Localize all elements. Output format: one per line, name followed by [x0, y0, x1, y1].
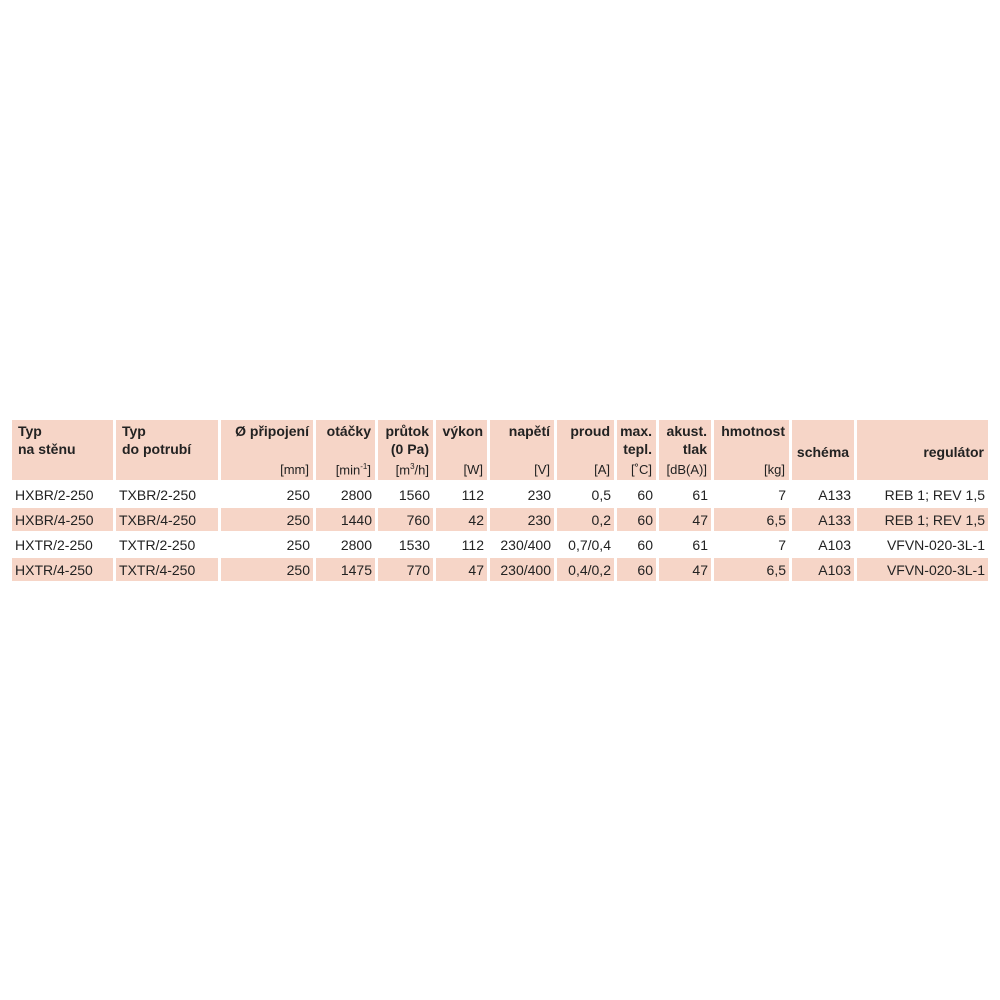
- cell-speed: 1475: [316, 558, 375, 581]
- header-voltage-label: napětí: [508, 423, 550, 439]
- header-maxtemp-unit: [˚C]: [631, 462, 652, 477]
- header-voltage-unit: [V]: [534, 462, 550, 477]
- header-power-unit: [W]: [463, 462, 483, 477]
- header-current: [557, 420, 614, 480]
- maxtemp-line2: tepl.: [623, 441, 652, 457]
- maxtemp-line1: max.: [620, 423, 652, 439]
- cell-flow: 760: [378, 508, 433, 531]
- header-connection-label: Ø připojení: [235, 423, 309, 439]
- cell-power: 47: [436, 558, 487, 581]
- table-row: [12, 558, 988, 581]
- header-speed-unit: [336, 462, 371, 477]
- cell-weight: 7: [714, 483, 789, 506]
- cell-acoustic: 61: [659, 483, 711, 506]
- header-connection-unit: [mm]: [280, 462, 309, 477]
- header-acoustic: [659, 420, 711, 480]
- cell-regulator: VFVN-020-3L-1: [857, 558, 988, 581]
- header-weight: [714, 420, 789, 480]
- cell-maxtemp: 60: [617, 533, 656, 556]
- flow-line1: průtok: [385, 423, 429, 439]
- header-speed: [316, 420, 375, 480]
- header-power: [436, 420, 487, 480]
- cell-connection: 250: [221, 508, 313, 531]
- header-maxtemp: [617, 420, 656, 480]
- table-row: [12, 508, 988, 531]
- cell-connection: 250: [221, 533, 313, 556]
- header-weight-unit: [kg]: [764, 462, 785, 477]
- header-regulator-label: regulátor: [923, 444, 984, 460]
- cell-scheme: A133: [792, 483, 854, 506]
- table-row: [12, 483, 988, 506]
- cell-voltage: 230: [490, 508, 554, 531]
- cell-power: 42: [436, 508, 487, 531]
- header-current-label: proud: [570, 423, 610, 439]
- cell-maxtemp: 60: [617, 508, 656, 531]
- cell-connection: 250: [221, 483, 313, 506]
- cell-power: 112: [436, 533, 487, 556]
- cell-flow: 1560: [378, 483, 433, 506]
- cell-flow: 770: [378, 558, 433, 581]
- header-weight-label: hmotnost: [721, 423, 785, 439]
- cell-acoustic: 61: [659, 533, 711, 556]
- cell-typ-wall: HXTR/2-250: [12, 533, 113, 556]
- cell-regulator: VFVN-020-3L-1: [857, 533, 988, 556]
- header-typ-wall: [12, 420, 113, 480]
- acoustic-line2: tlak: [682, 441, 707, 457]
- cell-weight: 6,5: [714, 558, 789, 581]
- header-scheme-label: schéma: [796, 444, 850, 460]
- cell-current: 0,7/0,4: [557, 533, 614, 556]
- header-typ-duct-line2: do potrubí: [122, 441, 192, 457]
- cell-speed: 2800: [316, 533, 375, 556]
- header-speed-label: otáčky: [326, 423, 371, 439]
- acoustic-line1: akust.: [666, 423, 707, 439]
- cell-weight: 6,5: [714, 508, 789, 531]
- speed-unit-sup: -1: [360, 461, 368, 471]
- header-typ-duct-line1: Typ: [122, 423, 146, 439]
- header-connection: [221, 420, 313, 480]
- cell-voltage: 230/400: [490, 533, 554, 556]
- cell-maxtemp: 60: [617, 483, 656, 506]
- header-typ-wall-line2: na stěnu: [18, 441, 76, 457]
- header-current-unit: [A]: [594, 462, 610, 477]
- cell-typ-duct: TXBR/4-250: [116, 508, 218, 531]
- flow-unit-sup: 3: [410, 461, 415, 471]
- cell-maxtemp: 60: [617, 558, 656, 581]
- cell-scheme: A103: [792, 533, 854, 556]
- header-power-label: výkon: [442, 423, 483, 439]
- cell-power: 112: [436, 483, 487, 506]
- cell-flow: 1530: [378, 533, 433, 556]
- table-header-row: [12, 420, 988, 480]
- cell-typ-duct: TXTR/2-250: [116, 533, 218, 556]
- cell-regulator: REB 1; REV 1,5: [857, 508, 988, 531]
- cell-speed: 2800: [316, 483, 375, 506]
- flow-unit-base: [m: [395, 462, 411, 477]
- cell-typ-wall: HXBR/2-250: [12, 483, 113, 506]
- header-maxtemp-label: [620, 422, 652, 458]
- header-flow-unit: [396, 462, 429, 477]
- cell-connection: 250: [221, 558, 313, 581]
- cell-scheme: A133: [792, 508, 854, 531]
- cell-weight: 7: [714, 533, 789, 556]
- cell-voltage: 230/400: [490, 558, 554, 581]
- cell-typ-wall: HXBR/4-250: [12, 508, 113, 531]
- cell-voltage: 230: [490, 483, 554, 506]
- header-flow: [378, 420, 433, 480]
- header-typ-wall-line1: Typ: [18, 423, 42, 439]
- header-flow-label: [385, 422, 429, 458]
- header-acoustic-label: [667, 422, 707, 458]
- cell-typ-wall: HXTR/4-250: [12, 558, 113, 581]
- cell-scheme: A103: [792, 558, 854, 581]
- header-typ-duct: [116, 420, 218, 480]
- cell-current: 0,2: [557, 508, 614, 531]
- flow-unit-end: /h]: [414, 462, 429, 477]
- cell-current: 0,5: [557, 483, 614, 506]
- flow-line2: (0 Pa): [390, 441, 429, 457]
- header-scheme: [792, 420, 854, 480]
- header-voltage: [490, 420, 554, 480]
- header-regulator: [857, 420, 988, 480]
- cell-current: 0,4/0,2: [557, 558, 614, 581]
- cell-typ-duct: TXTR/4-250: [116, 558, 218, 581]
- header-acoustic-unit: [dB(A)]: [666, 462, 707, 477]
- speed-unit-base: [min: [335, 462, 361, 477]
- speed-unit-end: ]: [367, 462, 371, 477]
- spec-table: [12, 420, 988, 583]
- cell-acoustic: 47: [659, 508, 711, 531]
- table-row: [12, 533, 988, 556]
- cell-typ-duct: TXBR/2-250: [116, 483, 218, 506]
- cell-acoustic: 47: [659, 558, 711, 581]
- cell-regulator: REB 1; REV 1,5: [857, 483, 988, 506]
- cell-speed: 1440: [316, 508, 375, 531]
